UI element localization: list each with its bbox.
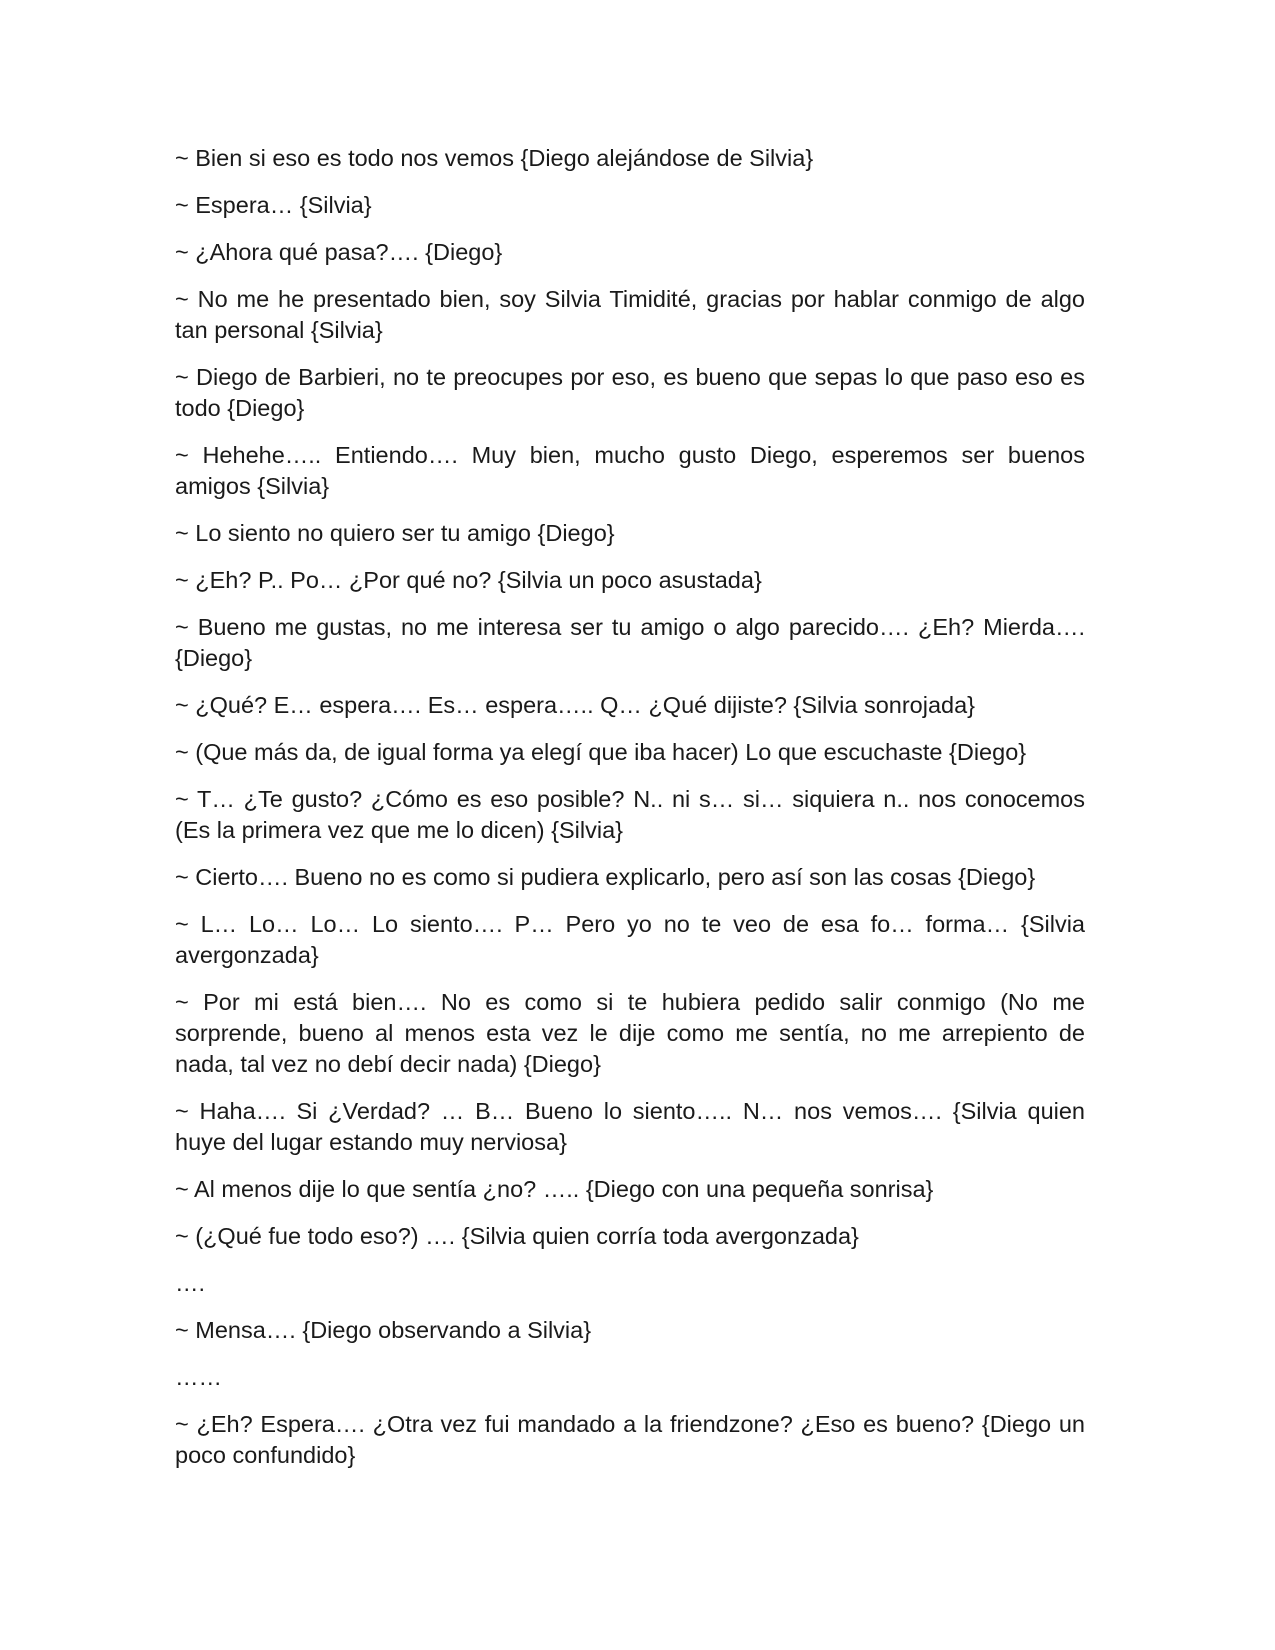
paragraph: ~ Diego de Barbieri, no te preocupes por eso, es bueno que sepas lo que paso eso es todo {Diego}: [175, 364, 1085, 421]
paragraph: ~ T… ¿Te gusto? ¿Cómo es eso posible? N.. ni s… si… siquiera n.. nos conocemos (Es la primera vez que me lo dicen) {Silvia}: [175, 786, 1085, 843]
paragraph: ~ (¿Qué fue todo eso?) …. {Silvia quien corría toda avergonzada}: [175, 1223, 859, 1249]
paragraph: ~ ¿Eh? Espera…. ¿Otra vez fui mandado a la friendzone? ¿Eso es bueno? {Diego un poco confundido}: [175, 1411, 1085, 1468]
paragraph: ~ Cierto…. Bueno no es como si pudiera explicarlo, pero así son las cosas {Diego}: [175, 864, 1036, 890]
paragraph: ~ ¿Eh? P.. Po… ¿Por qué no? {Silvia un poco asustada}: [175, 567, 762, 593]
paragraph: ~ (Que más da, de igual forma ya elegí que iba hacer) Lo que escuchaste {Diego}: [175, 739, 1027, 765]
paragraph: ~ Al menos dije lo que sentía ¿no? ….. {Diego con una pequeña sonrisa}: [175, 1176, 934, 1202]
paragraph: ~ L… Lo… Lo… Lo siento…. P… Pero yo no te veo de esa fo… forma… {Silvia avergonzada}: [175, 911, 1085, 968]
paragraph: ~ ¿Qué? E… espera…. Es… espera….. Q… ¿Qué dijiste? {Silvia sonrojada}: [175, 692, 976, 718]
paragraph: ~ Bien si eso es todo nos vemos {Diego alejándose de Silvia}: [175, 145, 814, 171]
paragraph: ~ No me he presentado bien, soy Silvia Timidité, gracias por hablar conmigo de algo tan personal {Silvia}: [175, 286, 1085, 343]
paragraph: ……: [175, 1364, 222, 1390]
paragraph: ….: [175, 1270, 206, 1296]
paragraph: ~ Por mi está bien…. No es como si te hubiera pedido salir conmigo (No me sorprende, bueno al menos esta vez le dije como me sentía, no me arrepiento de nada, tal vez no debí decir nada) {Diego}: [175, 989, 1085, 1077]
document-body: [175, 143, 1085, 1487]
paragraph: ~ ¿Ahora qué pasa?…. {Diego}: [175, 239, 503, 265]
paragraph: ~ Haha…. Si ¿Verdad? … B… Bueno lo siento….. N… nos vemos…. {Silvia quien huye del lugar estando muy nerviosa}: [175, 1098, 1085, 1155]
paragraph: ~ Hehehe….. Entiendo…. Muy bien, mucho gusto Diego, esperemos ser buenos amigos {Silvia}: [175, 442, 1085, 499]
paragraph: ~ Mensa…. {Diego observando a Silvia}: [175, 1317, 592, 1343]
paragraph: ~ Lo siento no quiero ser tu amigo {Diego}: [175, 520, 615, 546]
paragraph: ~ Espera… {Silvia}: [175, 192, 372, 218]
paragraph: ~ Bueno me gustas, no me interesa ser tu amigo o algo parecido…. ¿Eh? Mierda…. {Diego}: [175, 614, 1085, 671]
